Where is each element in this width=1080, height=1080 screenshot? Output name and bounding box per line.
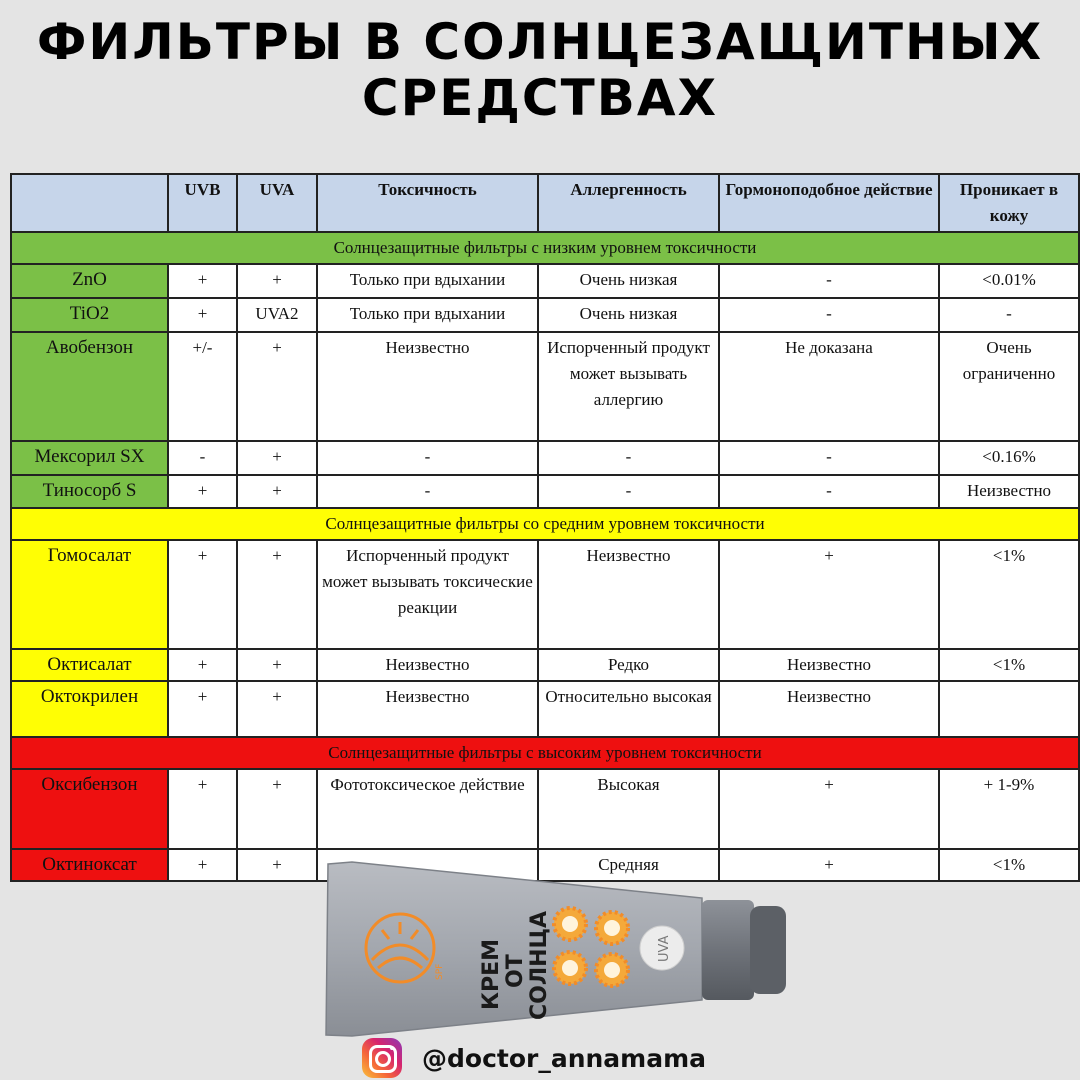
table-row [11, 769, 1079, 849]
uva-cell: + [237, 849, 317, 881]
allergy-cell: Неизвестно [538, 540, 719, 649]
logo-side-text: SPF [435, 963, 445, 980]
hormone-cell: - [719, 298, 939, 332]
header-cell-uvb: UVB [168, 174, 237, 232]
header-cell-allergy: Аллергенность [538, 174, 719, 232]
hormone-cell: - [719, 441, 939, 475]
allergy-cell: Относительно высокая [538, 681, 719, 737]
instagram-icon [362, 1038, 402, 1078]
filters-table [10, 173, 1080, 882]
table-row [11, 441, 1079, 475]
allergy-cell: Очень низкая [538, 264, 719, 298]
uva-cell: + [237, 475, 317, 508]
penetration-cell: <0.16% [939, 441, 1079, 475]
table-row [11, 475, 1079, 508]
uvb-cell: + [168, 475, 237, 508]
filter-name: Оксибензон [11, 769, 168, 849]
hormone-cell: + [719, 849, 939, 881]
filter-name: Мексорил SX [11, 441, 168, 475]
toxicity-cell: - [317, 441, 538, 475]
instagram-handle: @doctor_annamama [422, 1043, 707, 1073]
uva-cell: + [237, 681, 317, 737]
header-cell-hormone: Гормоноподобное действие [719, 174, 939, 232]
uva-cell: + [237, 332, 317, 441]
section-title: Солнцезащитные фильтры со средним уровнем токсичности [11, 508, 1079, 540]
penetration-cell: Неизвестно [939, 475, 1079, 508]
table-row [11, 649, 1079, 681]
hormone-cell: Неизвестно [719, 681, 939, 737]
uvb-cell: + [168, 298, 237, 332]
title-line-1: ФИЛЬТРЫ В СОЛНЦЕЗАЩИТНЫХ [36, 13, 1044, 71]
toxicity-cell: Фототоксическое действие [317, 769, 538, 849]
uva-cell: + [237, 649, 317, 681]
uvb-cell: + [168, 769, 237, 849]
uva-cell: UVA2 [237, 298, 317, 332]
filter-name: Октиноксат [11, 849, 168, 881]
title-line-2: СРЕДСТВАХ [361, 69, 719, 127]
allergy-cell: - [538, 441, 719, 475]
toxicity-cell: Только при вдыхании [317, 264, 538, 298]
penetration-cell: <0.01% [939, 264, 1079, 298]
filter-name: Октисалат [11, 649, 168, 681]
uvb-cell: +/- [168, 332, 237, 441]
section-title: Солнцезащитные фильтры с высоким уровнем токсичности [11, 737, 1079, 769]
allergy-cell: Очень низкая [538, 298, 719, 332]
penetration-cell: <1% [939, 649, 1079, 681]
penetration-cell [939, 681, 1079, 737]
penetration-cell: <1% [939, 849, 1079, 881]
section-row-high [11, 737, 1079, 769]
penetration-cell: - [939, 298, 1079, 332]
hormone-cell: - [719, 264, 939, 298]
product-name-line-2: ОТ [503, 954, 528, 988]
penetration-cell: + 1-9% [939, 769, 1079, 849]
toxicity-cell: Неизвестно [317, 332, 538, 441]
header-cell-uva: UVA [237, 174, 317, 232]
section-row-medium [11, 508, 1079, 540]
uva-badge-text: UVA [657, 935, 672, 962]
allergy-cell: Средняя [538, 849, 719, 881]
table-row [11, 332, 1079, 441]
filter-name: TiO2 [11, 298, 168, 332]
uva-cell: + [237, 441, 317, 475]
allergy-cell: Испорченный продукт может вызывать аллергию [538, 332, 719, 441]
uvb-cell: + [168, 649, 237, 681]
hormone-cell: + [719, 769, 939, 849]
filter-name: ZnO [11, 264, 168, 298]
toxicity-cell: Только при вдыхании [317, 298, 538, 332]
footer [362, 1036, 706, 1080]
hormone-cell: + [719, 540, 939, 649]
uvb-cell: + [168, 540, 237, 649]
uvb-cell: + [168, 849, 237, 881]
uvb-cell: + [168, 681, 237, 737]
uvb-cell: + [168, 264, 237, 298]
product-name-line-1: КРЕМ [479, 938, 504, 1010]
section-row-low [11, 232, 1079, 264]
allergy-cell: Редко [538, 649, 719, 681]
filter-name: Авобензон [11, 332, 168, 441]
section-title: Солнцезащитные фильтры с низким уровнем токсичности [11, 232, 1079, 264]
allergy-cell: - [538, 475, 719, 508]
filter-name: Тиносорб S [11, 475, 168, 508]
hormone-cell: - [719, 475, 939, 508]
penetration-cell: Очень ограниченно [939, 332, 1079, 441]
header-cell-name [11, 174, 168, 232]
filter-name: Гомосалат [11, 540, 168, 649]
table-row [11, 298, 1079, 332]
uva-cell: + [237, 769, 317, 849]
table-header-row [11, 174, 1079, 232]
filter-name: Октокрилен [11, 681, 168, 737]
table-row [11, 681, 1079, 737]
product-name-line-3: СОЛНЦА [527, 911, 552, 1020]
toxicity-cell: Неизвестно [317, 681, 538, 737]
uvb-cell: - [168, 441, 237, 475]
uva-cell: + [237, 540, 317, 649]
toxicity-cell: Неизвестно [317, 649, 538, 681]
page-title [0, 14, 1080, 126]
toxicity-cell: Испорченный продукт может вызывать токсические реакции [317, 540, 538, 649]
sunscreen-tube-image [322, 860, 792, 1040]
allergy-cell: Высокая [538, 769, 719, 849]
toxicity-cell: - [317, 475, 538, 508]
penetration-cell: <1% [939, 540, 1079, 649]
hormone-cell: Не доказана [719, 332, 939, 441]
header-cell-toxicity: Токсичность [317, 174, 538, 232]
uva-cell: + [237, 264, 317, 298]
table-row [11, 540, 1079, 649]
hormone-cell: Неизвестно [719, 649, 939, 681]
header-cell-penetration: Проникает в кожу [939, 174, 1079, 232]
table-row [11, 264, 1079, 298]
